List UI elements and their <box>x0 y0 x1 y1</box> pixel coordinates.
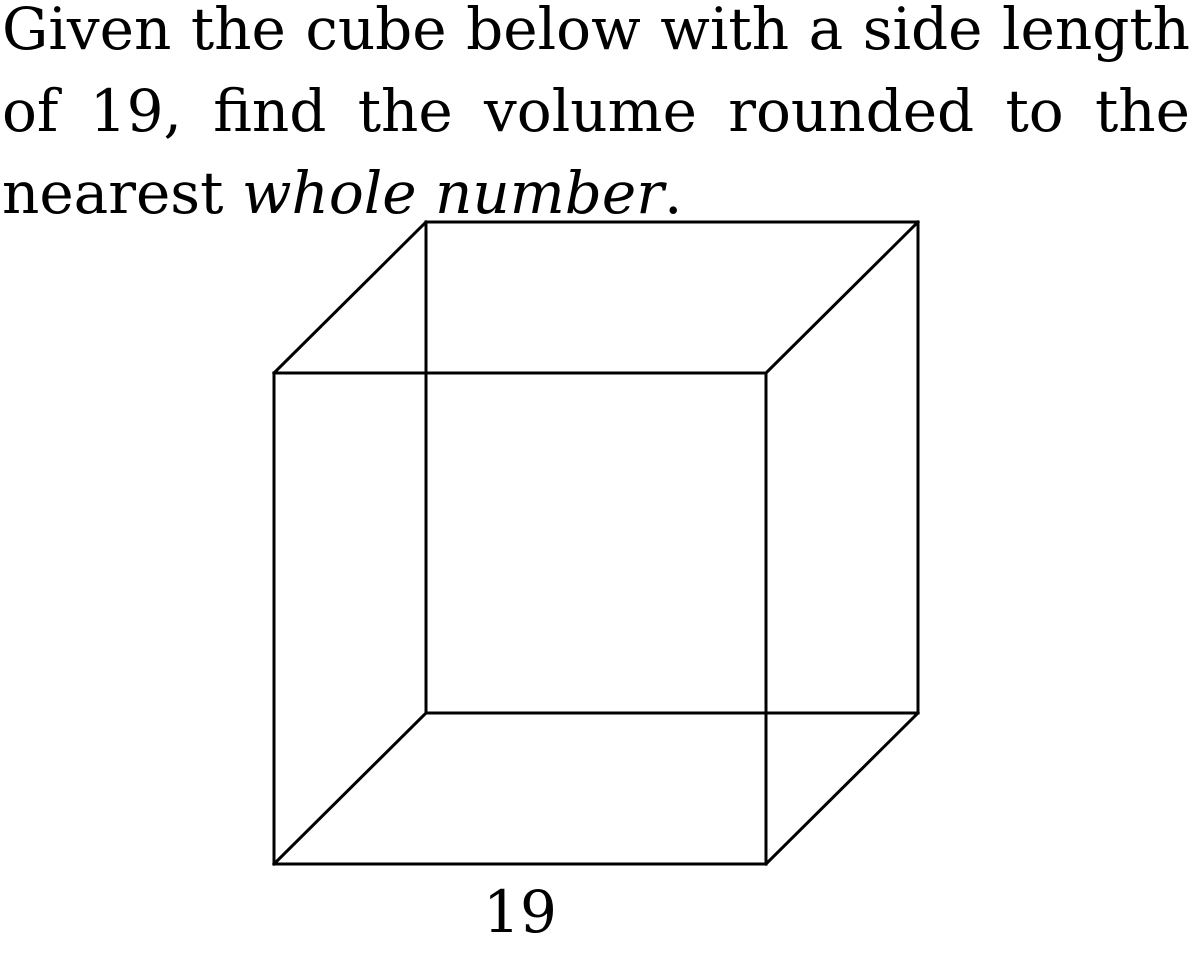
side-length-label: 19 <box>483 878 557 946</box>
problem-text-end: . <box>663 159 683 227</box>
cube-edge-top-right-diagonal <box>766 222 918 373</box>
cube-edge-top-left-diagonal <box>274 222 426 373</box>
cube-edge-bottom-left-diagonal <box>274 713 426 864</box>
problem-emphasis: whole number <box>241 159 664 227</box>
cube-edge-bottom-right-diagonal <box>766 713 918 864</box>
problem-text: Given the cube below with a side length of 19, find the volume rounded to the nearest <box>2 0 1190 227</box>
